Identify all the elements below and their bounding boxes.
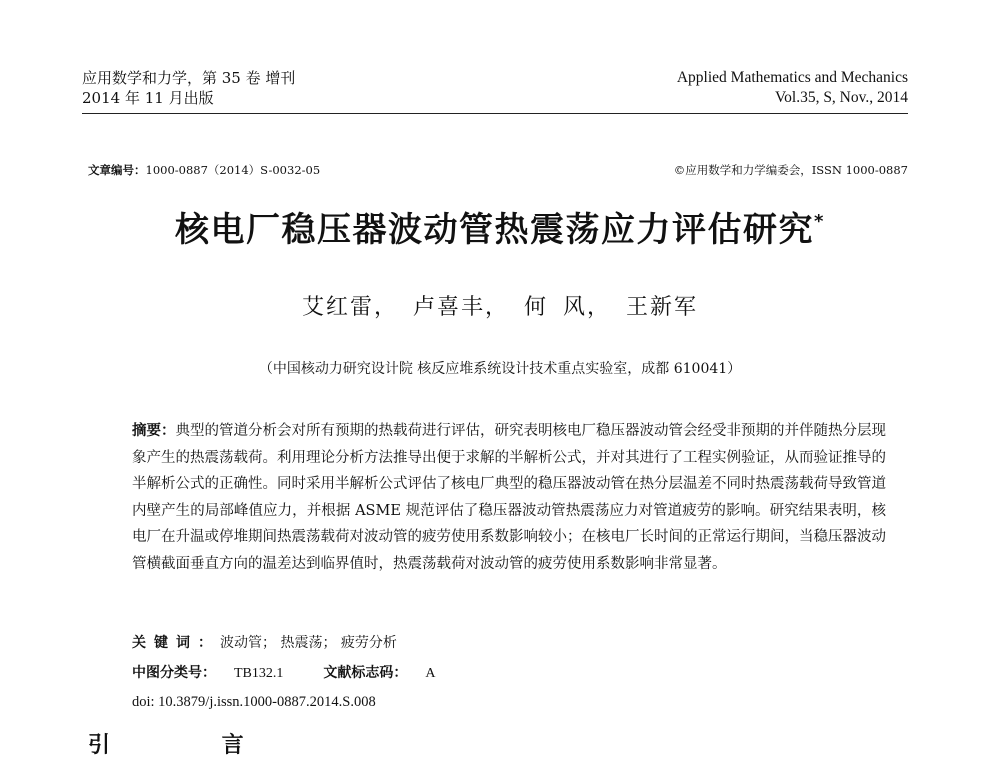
journal-header-en — [677, 68, 908, 108]
article-number-value: 1000-0887（2014）S-0032-05 — [145, 163, 321, 177]
keywords-text: 波动管； 热震荡； 疲劳分析 — [220, 635, 397, 651]
copyright-notice: ©应用数学和力学编委会，ISSN 1000-0887 — [673, 163, 908, 177]
keywords-label: 关键词： — [132, 635, 220, 651]
title-footnote-mark: * — [814, 211, 825, 232]
paper-title-text: 核电厂稳压器波动管热震荡应力评估研究 — [175, 210, 815, 250]
volume-info-en: Vol.35, S, Nov., 2014 — [774, 89, 908, 106]
affiliation: （中国核动力研究设计院 核反应堆系统设计技术重点实验室，成都 610041） — [258, 361, 742, 377]
doi: doi: 10.3879/j.issn.1000-0887.2014.S.008 — [132, 694, 376, 710]
article-number — [88, 162, 320, 178]
abstract-text: 典型的管道分析会对所有预期的热载荷进行评估，研究表明核电厂稳压器波动管会经受非预期的并伴随热分层现象产生的热震荡载荷。利用理论分析方法推导出便于求解的半解析公式，并对其进行了工程实例验证，从而验证推导的半解析公式的正确性。同时采用半解析公式评估了核电厂典型的稳压器波动管在热分层温差不同时热震荡载荷导致管道内壁产生的局部峰值应力，并根据 ASME 规范评估了稳压器波动管热震荡应力对管道疲劳的影响。研究结果表明，核电厂在升温或停堆期间热震荡载荷对波动管的疲劳使用系数影响较小；在核电厂长时间的正常运行期间，当稳压器波动管横截面垂直方向的温差达到临界值时，热震荡载荷对波动管的疲劳使用系数影响非常显著。 — [132, 423, 886, 572]
classification-label: 中图分类号： — [132, 665, 216, 681]
header-divider — [82, 113, 908, 114]
paper-title — [0, 200, 1000, 252]
author-list: 艾红雷， 卢喜丰， 何 风， 王新军 — [302, 295, 698, 320]
document-code-label: 文献标志码： — [323, 665, 408, 681]
publication-date-cn: 2014 年 11 月出版 — [82, 89, 214, 107]
journal-name-cn: 应用数学和力学，第 35 卷 增刊 — [82, 69, 296, 87]
document-code-value: A — [425, 666, 436, 681]
section-heading-introduction: 引 言 — [88, 732, 296, 758]
classification-value: TB132.1 — [234, 666, 284, 681]
journal-header-cn — [82, 68, 295, 108]
classification-line — [132, 662, 436, 682]
abstract-label: 摘要： — [132, 422, 176, 439]
journal-name-en: Applied Mathematics and Mechanics — [676, 69, 908, 86]
abstract — [132, 418, 886, 577]
keywords — [132, 632, 397, 652]
article-number-label: 文章编号： — [88, 163, 146, 177]
